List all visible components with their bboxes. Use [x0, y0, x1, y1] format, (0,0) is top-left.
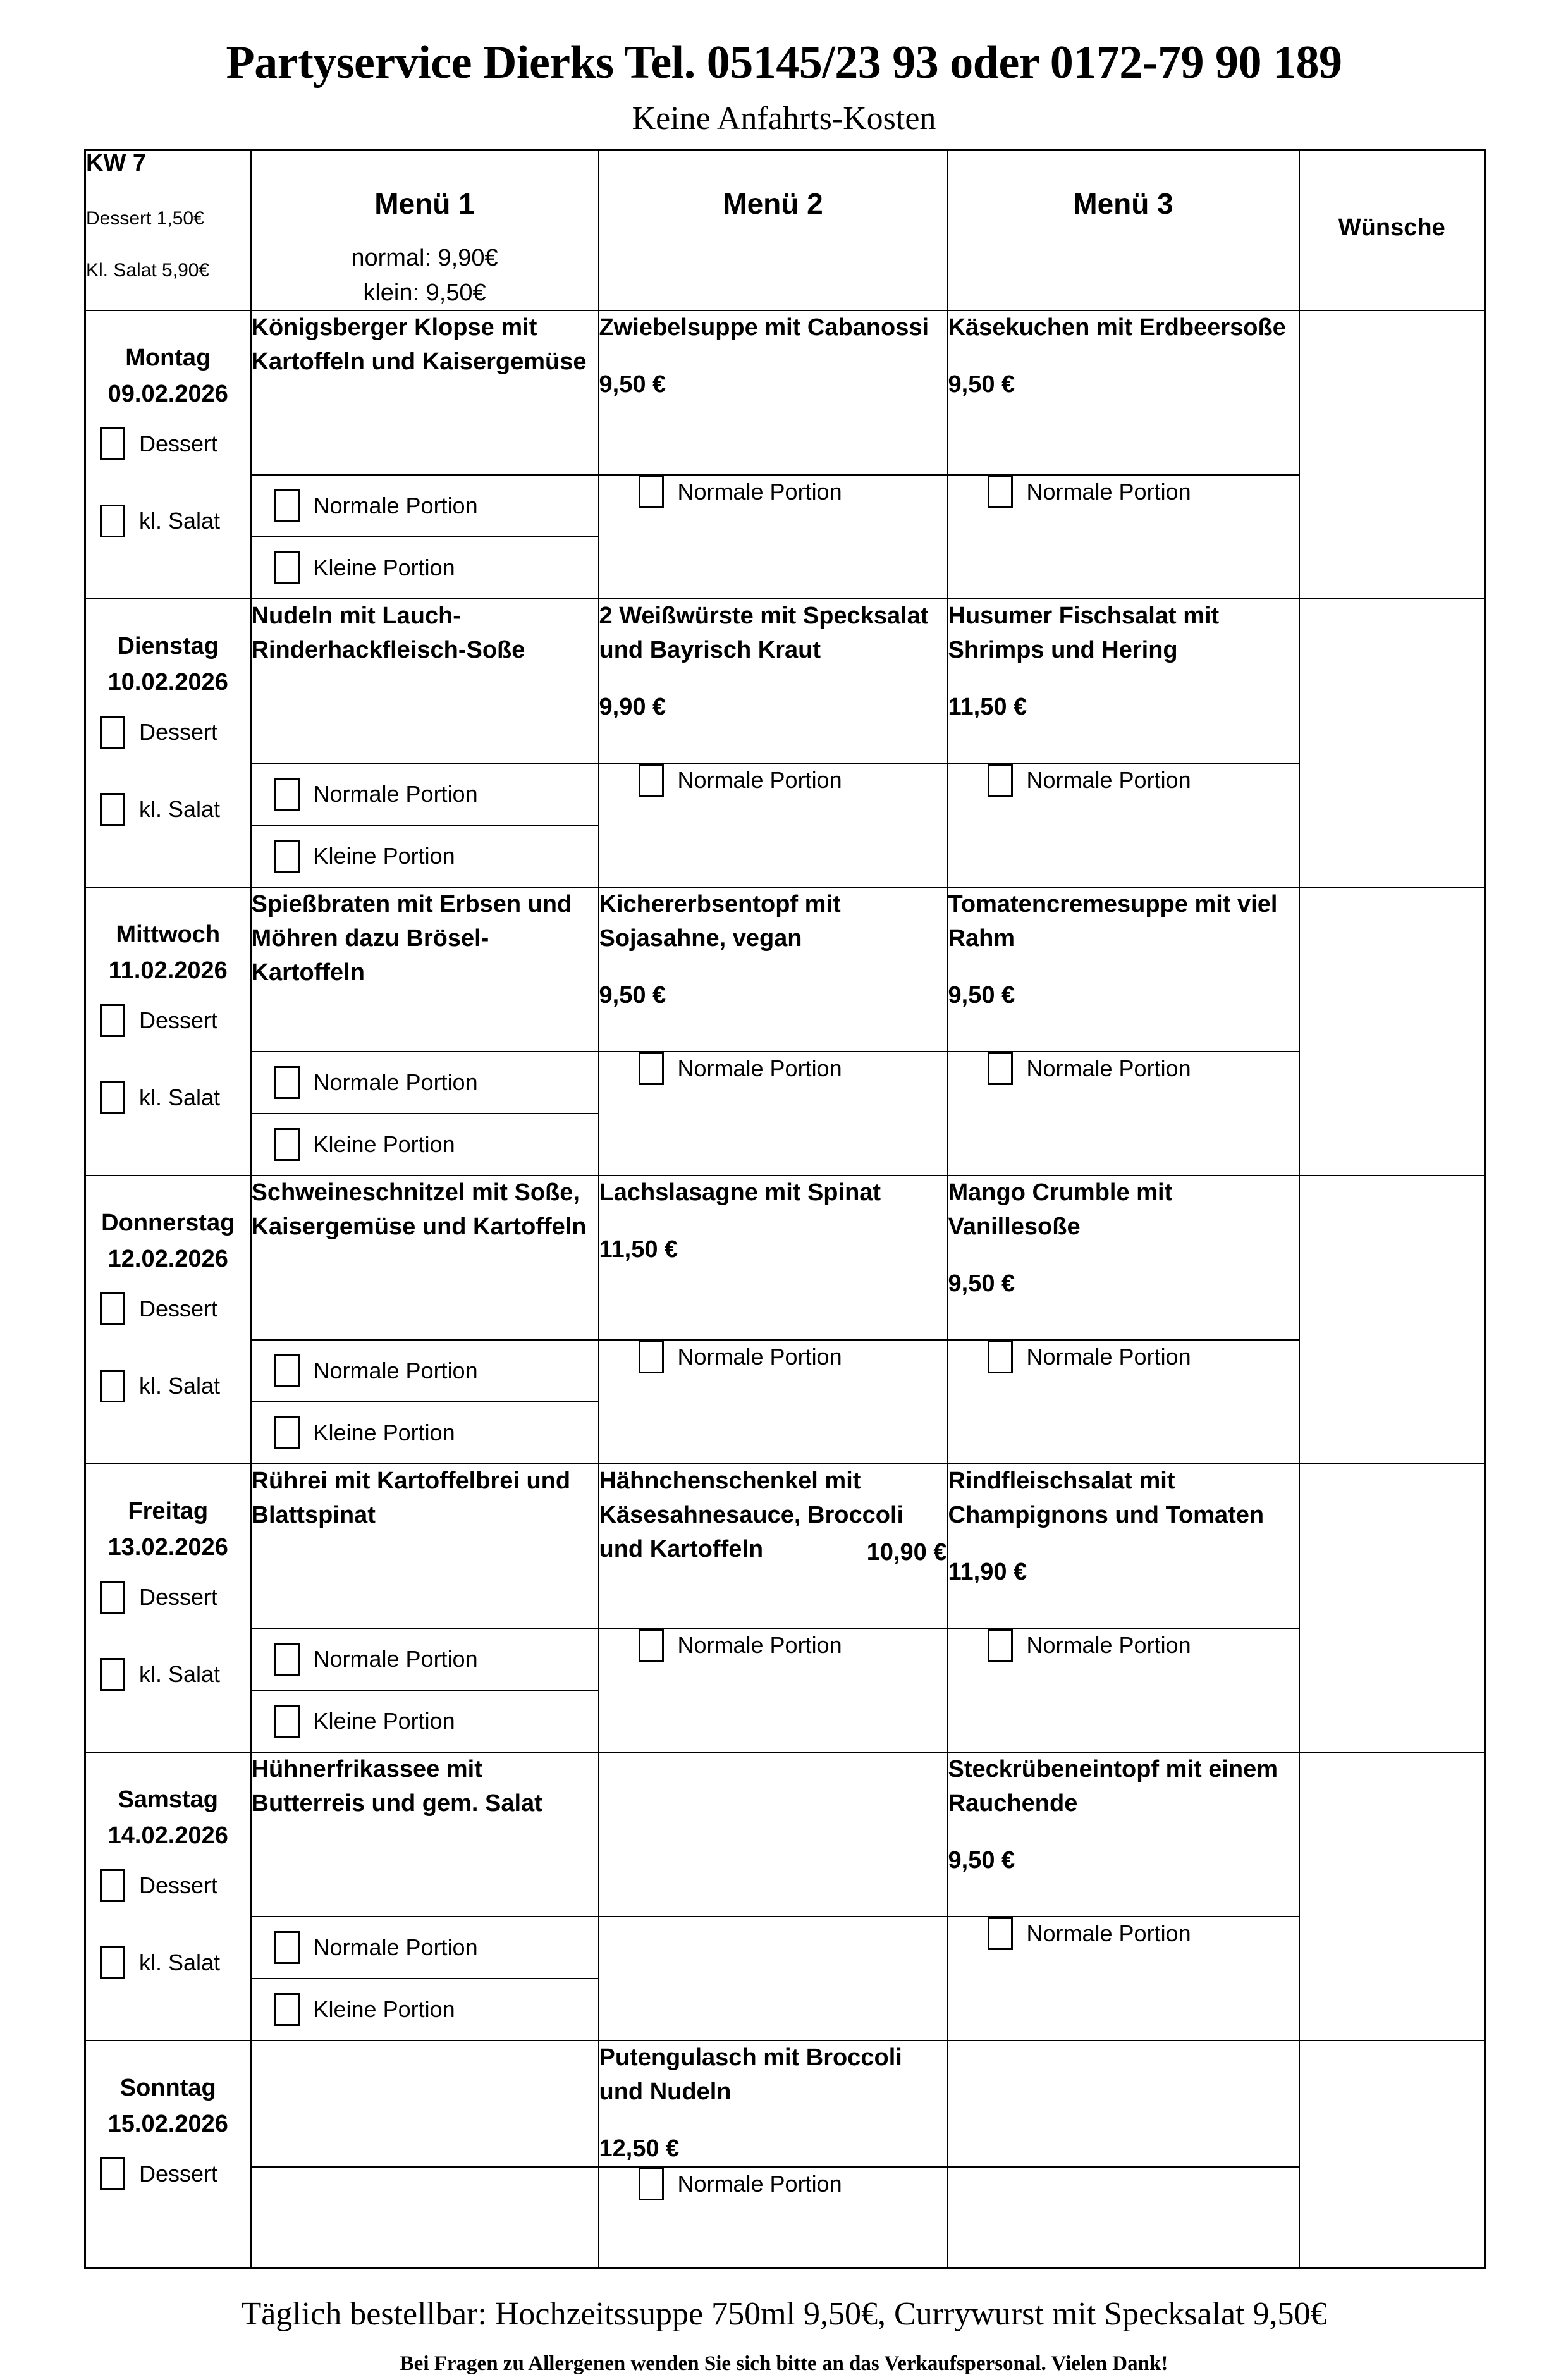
checkbox-kleine-portion[interactable] [274, 1128, 455, 1161]
day-row-portions [85, 763, 1485, 887]
day-row-portions [85, 1340, 1485, 1464]
dish-cell-menu1 [251, 599, 599, 763]
dish-cell-menu2 [599, 599, 948, 763]
checkbox-label: Normale Portion [1026, 1631, 1191, 1658]
dish-name: Hähnchenschenkel mit Käsesahnesauce, Broccoli und Kartoffeln [599, 1467, 904, 1562]
checkbox-icon[interactable] [100, 1869, 125, 1902]
checkbox-label: kl. Salat [139, 507, 221, 534]
checkbox-dessert[interactable] [100, 716, 250, 749]
checkbox-label: Kleine Portion [313, 1131, 455, 1157]
checkbox-normale-portion[interactable] [274, 778, 478, 811]
checkbox-icon[interactable] [274, 1066, 300, 1099]
checkbox-icon[interactable] [274, 1931, 300, 1964]
dish-cell-menu1 [251, 2041, 599, 2167]
wishes-cell[interactable] [1299, 2041, 1485, 2268]
checkbox-icon[interactable] [639, 1052, 664, 1085]
checkbox-icon[interactable] [100, 427, 125, 460]
checkbox-label: Dessert [139, 1007, 218, 1033]
day-date: 09.02.2026 [107, 380, 228, 407]
checkbox-normale-portion[interactable] [639, 764, 842, 797]
dish-cell-menu1 [251, 310, 599, 475]
calendar-week: KW 7 [86, 150, 146, 176]
menu1-price-normal: normal: 9,90€ [351, 245, 498, 271]
checkbox-kl-salat[interactable] [100, 505, 250, 537]
checkbox-icon[interactable] [639, 476, 664, 508]
dish-price: 9,50 € [948, 1270, 1015, 1297]
checkbox-label: Normale Portion [313, 1645, 478, 1672]
checkbox-normale-portion[interactable] [988, 1052, 1191, 1085]
checkbox-label: Dessert [139, 2160, 218, 2187]
checkbox-label: Normale Portion [677, 1631, 842, 1658]
checkbox-label: Dessert [139, 430, 218, 457]
dish-cell-menu3 [948, 1464, 1299, 1628]
checkbox-icon[interactable] [988, 1341, 1013, 1373]
dish-price: 10,90 € [866, 1539, 947, 1566]
day-date: 12.02.2026 [107, 1245, 228, 1272]
portion-cell-menu3 [948, 2167, 1299, 2268]
portion-cell-menu1 [251, 763, 599, 887]
dish-price: 11,50 € [599, 1236, 678, 1263]
menu-table-wrap [0, 149, 1568, 2269]
checkbox-kleine-portion[interactable] [274, 551, 455, 584]
portion-cell-menu2 [599, 1917, 948, 2041]
portion-cell-menu2 [599, 475, 948, 599]
dish-name: Spießbraten mit Erbsen und Möhren dazu Brösel-Kartoffeln [251, 890, 572, 986]
checkbox-label: kl. Salat [139, 1949, 221, 1975]
menu2-title: Menü 2 [723, 187, 823, 220]
dish-name: Putengulasch mit Broccoli und Nudeln [599, 2044, 902, 2105]
checkbox-icon[interactable] [639, 1341, 664, 1373]
checkbox-icon[interactable] [274, 1416, 300, 1449]
dish-cell-menu1 [251, 887, 599, 1052]
checkbox-kleine-portion[interactable] [274, 1993, 455, 2026]
portion-cell-menu1 [251, 475, 599, 599]
checkbox-dessert[interactable] [100, 1292, 250, 1325]
day-date: 13.02.2026 [107, 1533, 228, 1561]
portion-cell-menu2 [599, 2167, 948, 2268]
checkbox-icon[interactable] [100, 1658, 125, 1691]
wishes-cell[interactable] [1299, 887, 1485, 1175]
checkbox-icon[interactable] [100, 1581, 125, 1614]
dish-price: 9,50 € [948, 371, 1015, 398]
day-name: Donnerstag [101, 1209, 235, 1236]
portion-cell-menu2 [599, 1052, 948, 1175]
day-row-portions [85, 1628, 1485, 1752]
column-header-wishes [1299, 150, 1485, 310]
dish-cell-menu2 [599, 310, 948, 475]
checkbox-icon[interactable] [988, 1052, 1013, 1085]
portion-cell-menu1 [251, 1340, 599, 1464]
checkbox-icon[interactable] [100, 716, 125, 749]
checkbox-dessert[interactable] [100, 1004, 250, 1037]
checkbox-normale-portion[interactable] [639, 2168, 842, 2200]
checkbox-label: Dessert [139, 1295, 218, 1322]
checkbox-label: Normale Portion [313, 492, 478, 519]
dish-name: 2 Weißwürste mit Specksalat und Bayrisch Kraut [599, 602, 929, 663]
dish-cell-menu1 [251, 1752, 599, 1917]
day-date: 10.02.2026 [107, 668, 228, 696]
day-row-portions [85, 1917, 1485, 2041]
portion-cell-menu3 [948, 1917, 1299, 2041]
dish-name: Käsekuchen mit Erdbeersoße [948, 314, 1286, 341]
day-name: Freitag [128, 1497, 209, 1525]
wishes-cell[interactable] [1299, 1464, 1485, 1752]
menu3-title: Menü 3 [1073, 187, 1173, 220]
portion-cell-menu2 [599, 1340, 948, 1464]
checkbox-icon[interactable] [100, 505, 125, 537]
portion-cell-menu3 [948, 1340, 1299, 1464]
checkbox-label: Dessert [139, 718, 218, 745]
portion-cell-menu2 [599, 763, 948, 887]
checkbox-normale-portion[interactable] [274, 1354, 478, 1387]
dish-name: Husumer Fischsalat mit Shrimps und Hering [948, 602, 1220, 663]
dish-name: Kichererbsentopf mit Sojasahne, vegan [599, 890, 841, 952]
checkbox-label: Normale Portion [677, 1343, 842, 1370]
day-date: 11.02.2026 [108, 957, 228, 984]
checkbox-label: kl. Salat [139, 795, 221, 822]
dish-cell-menu2 [599, 2041, 948, 2167]
day-name: Samstag [118, 1786, 218, 1813]
checkbox-label: Normale Portion [677, 1055, 842, 1081]
checkbox-label: Normale Portion [1026, 478, 1191, 505]
portion-cell-menu2 [599, 1628, 948, 1752]
portion-cell-menu1 [251, 1917, 599, 2041]
portion-cell-menu1 [251, 2167, 599, 2268]
day-row-dishes [85, 1464, 1485, 1628]
dish-price: 9,50 € [599, 981, 666, 1009]
dish-cell-menu1 [251, 1175, 599, 1340]
dish-name: Steckrübeneintopf mit einem Rauchende [948, 1755, 1278, 1817]
checkbox-normale-portion[interactable] [988, 1341, 1191, 1373]
checkbox-dessert[interactable] [100, 2157, 250, 2190]
page-footer [0, 2269, 1568, 2374]
checkbox-dessert[interactable] [100, 1581, 250, 1614]
dish-cell-menu3 [948, 2041, 1299, 2167]
dish-name: Rührei mit Kartoffelbrei und Blattspinat [251, 1467, 571, 1528]
menu1-price-small: klein: 9,50€ [363, 279, 486, 307]
checkbox-normale-portion[interactable] [274, 489, 478, 522]
day-row-dishes [85, 2041, 1485, 2167]
checkbox-icon[interactable] [639, 1629, 664, 1662]
checkbox-icon[interactable] [988, 1917, 1013, 1950]
portion-cell-menu3 [948, 1628, 1299, 1752]
checkbox-normale-portion[interactable] [988, 476, 1191, 508]
portion-cell-menu3 [948, 475, 1299, 599]
day-name: Dienstag [117, 632, 219, 660]
day-row-portions [85, 2167, 1485, 2268]
week-info-cell [85, 150, 251, 310]
day-name: Mittwoch [116, 921, 221, 948]
checkbox-normale-portion[interactable] [274, 1643, 478, 1676]
checkbox-icon[interactable] [274, 1993, 300, 2026]
checkbox-icon[interactable] [100, 1292, 125, 1325]
day-cell [85, 310, 251, 599]
footer-allergen-note: Bei Fragen zu Allergenen wenden Sie sich bitte an das Verkaufspersonal. Vielen Dank! [400, 2352, 1168, 2375]
checkbox-icon[interactable] [100, 1946, 125, 1979]
checkbox-icon[interactable] [639, 2168, 664, 2200]
dish-cell-menu2 [599, 1175, 948, 1340]
checkbox-label: Kleine Portion [313, 1419, 455, 1445]
menu-table-body [85, 150, 1485, 2268]
checkbox-label: Kleine Portion [313, 554, 455, 580]
day-cell [85, 599, 251, 887]
day-date: 14.02.2026 [107, 1822, 228, 1849]
dish-name: Mango Crumble mit Vanillesoße [948, 1179, 1173, 1240]
footer-daily-offer: Täglich bestellbar: Hochzeitssuppe 750ml 9,50€, Currywurst mit Specksalat 9,50€ [241, 2296, 1327, 2333]
checkbox-label: kl. Salat [139, 1084, 221, 1110]
checkbox-icon[interactable] [274, 489, 300, 522]
day-cell [85, 2041, 251, 2268]
checkbox-label: Kleine Portion [313, 1996, 455, 2022]
wishes-cell[interactable] [1299, 599, 1485, 887]
checkbox-label: Normale Portion [313, 1934, 478, 1960]
weekly-menu-table [84, 149, 1486, 2269]
checkbox-normale-portion[interactable] [988, 764, 1191, 797]
checkbox-icon[interactable] [100, 1004, 125, 1037]
checkbox-icon[interactable] [100, 2157, 125, 2190]
wishes-title: Wünsche [1338, 214, 1445, 241]
dish-name: Tomatencremesuppe mit viel Rahm [948, 890, 1278, 952]
checkbox-label: kl. Salat [139, 1660, 221, 1687]
checkbox-label: Dessert [139, 1583, 218, 1610]
checkbox-normale-portion[interactable] [988, 1629, 1191, 1662]
dish-price: 9,90 € [599, 693, 666, 720]
dish-cell-menu3 [948, 310, 1299, 475]
checkbox-icon[interactable] [274, 1128, 300, 1161]
portion-cell-menu1 [251, 1628, 599, 1752]
dish-cell-menu3 [948, 887, 1299, 1052]
portion-cell-menu3 [948, 763, 1299, 887]
column-header-menu2 [599, 150, 948, 310]
day-row-dishes [85, 1752, 1485, 1917]
dish-cell-menu2 [599, 887, 948, 1052]
column-header-menu3 [948, 150, 1299, 310]
page-subtitle: Keine Anfahrts-Kosten [632, 101, 936, 137]
checkbox-label: Normale Portion [1026, 1343, 1191, 1370]
checkbox-icon[interactable] [988, 476, 1013, 508]
day-cell [85, 1464, 251, 1752]
day-date: 15.02.2026 [107, 2110, 228, 2137]
page-title: Partyservice Dierks Tel. 05145/23 93 oder 0172-79 90 189 [226, 37, 1342, 89]
day-row-portions [85, 1052, 1485, 1175]
checkbox-icon[interactable] [988, 1629, 1013, 1662]
checkbox-kl-salat[interactable] [100, 1946, 250, 1979]
day-name: Sonntag [119, 2074, 216, 2101]
checkbox-normale-portion[interactable] [639, 1341, 842, 1373]
column-header-menu1 [251, 150, 599, 310]
dish-price: 11,50 € [948, 693, 1027, 720]
day-row-dishes [85, 887, 1485, 1052]
checkbox-icon[interactable] [274, 551, 300, 584]
checkbox-label: Normale Portion [677, 2170, 842, 2197]
page-header [0, 0, 1568, 149]
checkbox-icon[interactable] [274, 1705, 300, 1738]
checkbox-normale-portion[interactable] [639, 1629, 842, 1662]
checkbox-label: Kleine Portion [313, 842, 455, 869]
dish-name: Hühnerfrikassee mit Butterreis und gem. Salat [251, 1755, 542, 1817]
dish-price: 9,50 € [948, 1846, 1015, 1874]
checkbox-label: Dessert [139, 1872, 218, 1898]
dish-name: Zwiebelsuppe mit Cabanossi [599, 314, 929, 341]
dish-name: Rindfleischsalat mit Champignons und Tomaten [948, 1467, 1265, 1528]
wishes-cell[interactable] [1299, 1752, 1485, 2041]
day-row-dishes [85, 1175, 1485, 1340]
checkbox-kl-salat[interactable] [100, 793, 250, 826]
dish-name: Königsberger Klopse mit Kartoffeln und Kaisergemüse [251, 314, 587, 375]
checkbox-icon[interactable] [988, 764, 1013, 797]
day-row-dishes [85, 599, 1485, 763]
checkbox-kleine-portion[interactable] [274, 1705, 455, 1738]
checkbox-label: Normale Portion [313, 1357, 478, 1384]
day-row-dishes [85, 310, 1485, 475]
checkbox-icon[interactable] [100, 1370, 125, 1402]
table-header-row [85, 150, 1485, 310]
checkbox-label: Normale Portion [677, 766, 842, 793]
dish-cell-menu3 [948, 1175, 1299, 1340]
checkbox-normale-portion[interactable] [639, 1052, 842, 1085]
dish-price: 9,50 € [948, 981, 1015, 1009]
dish-cell-menu3 [948, 599, 1299, 763]
checkbox-icon[interactable] [100, 793, 125, 826]
checkbox-normale-portion[interactable] [639, 476, 842, 508]
checkbox-icon[interactable] [274, 840, 300, 873]
wishes-cell[interactable] [1299, 310, 1485, 599]
checkbox-normale-portion[interactable] [274, 1066, 478, 1099]
checkbox-label: Normale Portion [1026, 766, 1191, 793]
checkbox-kl-salat[interactable] [100, 1658, 250, 1691]
day-cell [85, 1752, 251, 2041]
checkbox-icon[interactable] [274, 1354, 300, 1387]
dish-name: Schweineschnitzel mit Soße, Kaisergemüse und Kartoffeln [251, 1179, 587, 1240]
dish-cell-menu2 [599, 1464, 948, 1628]
checkbox-label: Normale Portion [677, 478, 842, 505]
dish-name: Lachslasagne mit Spinat [599, 1179, 881, 1206]
dish-name: Nudeln mit Lauch-Rinderhackfleisch-Soße [251, 602, 525, 663]
checkbox-label: Normale Portion [313, 780, 478, 807]
checkbox-label: Normale Portion [1026, 1055, 1191, 1081]
checkbox-dessert[interactable] [100, 427, 250, 460]
checkbox-icon[interactable] [639, 764, 664, 797]
wishes-cell[interactable] [1299, 1175, 1485, 1464]
menu1-title: Menü 1 [374, 187, 475, 220]
day-cell [85, 1175, 251, 1464]
checkbox-icon[interactable] [274, 1643, 300, 1676]
checkbox-normale-portion[interactable] [274, 1931, 478, 1964]
checkbox-label: kl. Salat [139, 1372, 221, 1399]
checkbox-kleine-portion[interactable] [274, 1416, 455, 1449]
dish-cell-menu2 [599, 1752, 948, 1917]
dish-cell-menu1 [251, 1464, 599, 1628]
day-row-portions [85, 475, 1485, 599]
checkbox-kleine-portion[interactable] [274, 840, 455, 873]
checkbox-dessert[interactable] [100, 1869, 250, 1902]
checkbox-kl-salat[interactable] [100, 1081, 250, 1114]
dish-price: 12,50 € [599, 2135, 680, 2162]
checkbox-label: Normale Portion [313, 1069, 478, 1095]
salad-price: Kl. Salat 5,90€ [86, 260, 210, 281]
checkbox-icon[interactable] [100, 1081, 125, 1114]
dessert-price: Dessert 1,50€ [86, 208, 204, 229]
dish-price: 9,50 € [599, 371, 666, 398]
checkbox-icon[interactable] [274, 778, 300, 811]
checkbox-label: Normale Portion [1026, 1920, 1191, 1946]
day-cell [85, 887, 251, 1175]
portion-cell-menu3 [948, 1052, 1299, 1175]
portion-cell-menu1 [251, 1052, 599, 1175]
checkbox-label: Kleine Portion [313, 1707, 455, 1734]
dish-cell-menu3 [948, 1752, 1299, 1917]
dish-price: 11,90 € [948, 1558, 1027, 1585]
checkbox-kl-salat[interactable] [100, 1370, 250, 1402]
checkbox-normale-portion[interactable] [988, 1917, 1191, 1950]
day-name: Montag [125, 344, 211, 371]
